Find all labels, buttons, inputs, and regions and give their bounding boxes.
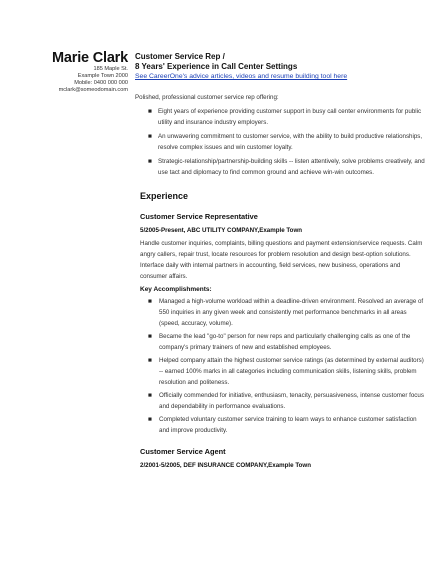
list-item: ■ Managed a high-volume workload within a deadline-driven environment. Resolved an average of 550 inquiries in any given week and consistently met performance benchmarks in all areas (speed, accuracy, volume). [148, 298, 424, 327]
bullet-icon: ■ [148, 416, 152, 423]
list-item: ■ Strategic-relationship/partnership-building skills -- listen attentively, solve problems creatively, and use tact and diplomacy to find common ground and achieve win-win outcomes. [148, 158, 425, 176]
job-title: Customer Service Agent [140, 447, 226, 456]
headline-line-1: Customer Service Rep / [135, 52, 225, 61]
list-item: ■ Became the lead "go-to" person for new reps and particularly challenging calls as one of the company's primary trainers of new and established employees. [148, 333, 411, 351]
accomplishments-heading: Key Accomplishments: [140, 286, 212, 293]
list-item: ■ An unwavering commitment to customer service, with the ability to build productive relationships, resolve complex issues and win customer loyalty. [148, 133, 423, 151]
bullet-icon: ■ [148, 108, 152, 115]
headline-line-2: 8 Years' Experience in Call Center Settings [135, 62, 298, 71]
list-item: ■ Eight years of experience providing customer support in busy call center environments for public utility and insurance industry employers. [148, 108, 422, 126]
mobile-number: Mobile: 0400 000 000 [74, 80, 128, 86]
bullet-icon: ■ [148, 392, 152, 399]
bullet-icon: ■ [148, 158, 152, 165]
list-item: ■ Completed voluntary customer service training to learn ways to enhance customer satisfaction and improve productivity. [148, 416, 417, 434]
experience-heading: Experience [140, 191, 189, 201]
job-dates-employer: 2/2001-5/2005, DEF INSURANCE COMPANY,Example Town [140, 462, 312, 469]
bullet-icon: ■ [148, 333, 152, 340]
job-dates-employer: 5/2005-Present, ABC UTILITY COMPANY,Example Town [140, 227, 303, 234]
list-item: ■ Officially commended for initiative, enthusiasm, tenacity, persuasiveness, intense customer focus and dependability in performance evaluations. [148, 392, 424, 410]
job-title: Customer Service Representative [140, 212, 258, 221]
job-description: Handle customer inquiries, complaints, billing questions and payment extension/service requests. Calm angry callers, repair trust, locate resources for problem resolution and design best-option solutions. Interface daily with internal partners in accounting, field services, new business, operations and consumer affairs. [140, 240, 423, 280]
resume-body [135, 52, 425, 469]
bullet-icon: ■ [148, 357, 152, 364]
accomplishments-list [135, 296, 425, 436]
bullet-icon: ■ [148, 133, 152, 140]
contact-block [20, 50, 128, 94]
summary-list [135, 106, 425, 178]
candidate-name: Marie Clark [52, 50, 128, 66]
bullet-icon: ■ [148, 298, 152, 305]
summary-intro: Polished, professional customer service rep offering: [135, 94, 279, 101]
email-address: mclark@someodomain.com [58, 87, 128, 93]
list-item: ■ Helped company attain the highest customer service ratings (as determined by external auditors) -- earned 100% marks in all categories including communication skills, listening skills, problem resolution and politeness. [148, 357, 424, 386]
address-line-2: Example Town 2000 [77, 73, 128, 79]
careerone-advice-link[interactable]: See CareerOne's advice articles, videos and resume building tool here [135, 73, 348, 80]
address-line-1: 185 Maple St. [93, 66, 128, 72]
